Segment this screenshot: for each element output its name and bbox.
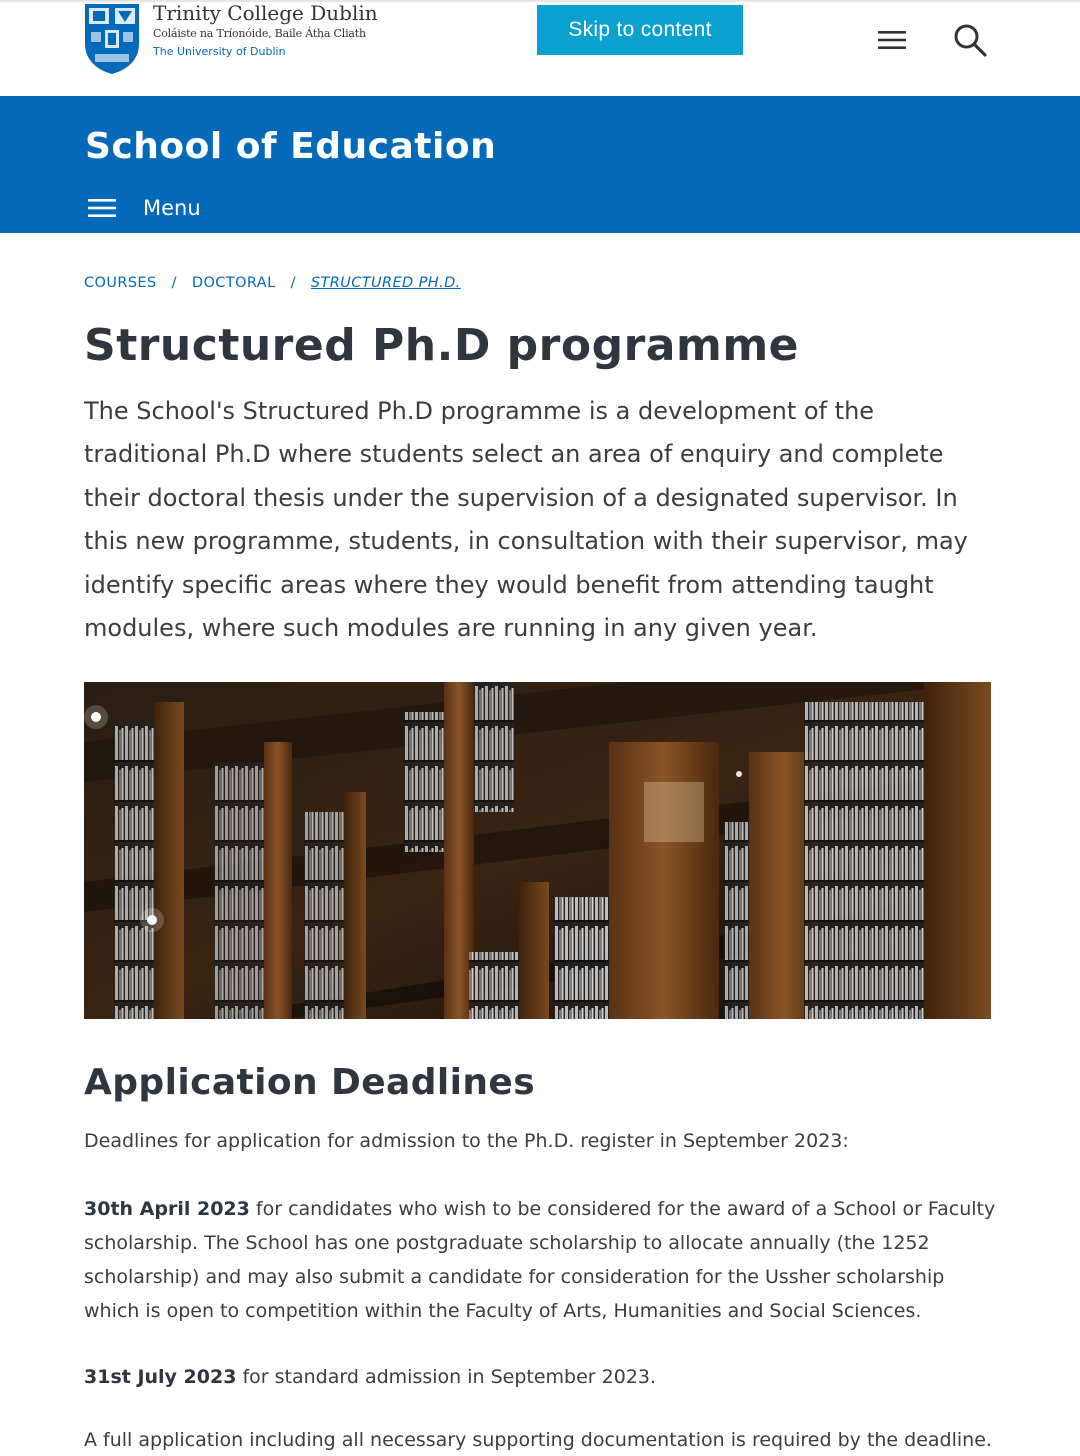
deadline-item-scholarship — [84, 1192, 1004, 1328]
breadcrumb-separator: / — [290, 275, 296, 291]
page-title: Structured Ph.D programme — [84, 320, 800, 371]
deadlines-lead: Deadlines for application for admission to the Ph.D. register in September 2023: — [84, 1130, 849, 1152]
library-stacks-image — [84, 682, 991, 1019]
deadlines-heading: Application Deadlines — [84, 1062, 536, 1103]
breadcrumb-structured-phd[interactable]: STRUCTURED PH.D. — [310, 275, 461, 291]
search-icon[interactable] — [952, 22, 988, 58]
logo-subtitle: The University of Dublin — [153, 45, 286, 58]
school-title[interactable]: School of Education — [85, 126, 497, 167]
deadline-description: for candidates who wish to be considered for the award of a School or Faculty scholarship. The School has one postgraduate scholarship to allocate annually (the 1252 scholarship) and may also submit a candidate for consideration for the Ussher scholarship which is open to competition within the Faculty of Arts, Humanities and Social Sciences. — [84, 1198, 996, 1322]
breadcrumb-courses[interactable]: COURSES — [84, 275, 157, 291]
deadline-date: 31st July 2023 — [84, 1366, 237, 1388]
breadcrumb-doctoral[interactable]: DOCTORAL — [191, 275, 276, 291]
intro-paragraph: The School's Structured Ph.D programme is a development of the traditional Ph.D where students select an area of enquiry and complete their doctoral thesis under the supervision of a designated supervisor. In this new programme, students, in consultation with their supervisor, may identify specific areas where they would benefit from attending taught modules, where such modules are running in any given year. — [84, 397, 968, 643]
menu-hamburger-icon — [88, 197, 116, 219]
deadline-note: A full application including all necessary supporting documentation is required by the deadline. — [84, 1429, 992, 1451]
deadline-description: for standard admission in September 2023. — [236, 1366, 657, 1388]
logo-title: Trinity College Dublin — [153, 1, 378, 25]
menu-label: Menu — [143, 196, 201, 220]
logo-irish-name: Coláiste na Tríonóide, Baile Átha Cliath — [153, 27, 366, 40]
tcd-wordmark[interactable] — [153, 2, 378, 58]
deadline-date: 30th April 2023 — [84, 1198, 250, 1220]
hamburger-icon[interactable] — [876, 28, 908, 52]
deadline-item-standard — [84, 1361, 1004, 1393]
tcd-shield-logo-icon[interactable] — [83, 2, 141, 76]
menu-button[interactable] — [88, 192, 201, 224]
breadcrumb — [84, 275, 461, 291]
skip-to-content-button[interactable]: Skip to content — [537, 5, 743, 55]
breadcrumb-separator: / — [171, 275, 177, 291]
